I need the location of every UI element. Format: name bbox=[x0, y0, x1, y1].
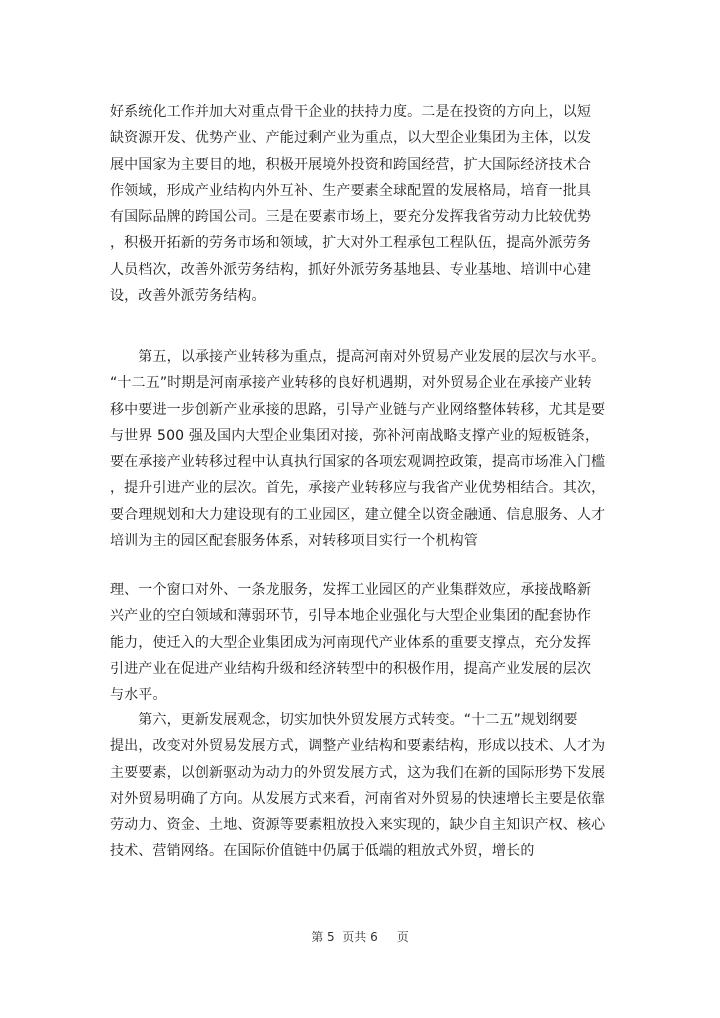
text-line: ，积极开拓新的劳务市场和领域，扩大对外工程承包工程队伍，提高外派劳务 bbox=[110, 235, 592, 252]
text-line: 劳动力、资金、土地、资源等要素粗放投入来实现的，缺少自主知识产权、核心 bbox=[110, 817, 606, 834]
text-line: 与水平。 bbox=[110, 687, 167, 704]
text-line: 展中国家为主要目的地，积极开展境外投资和跨国经营，扩大国际经济技术合 bbox=[110, 156, 592, 173]
text-line: 培训为主的园区配套服务体系，对转移项目实行一个机构管 bbox=[110, 533, 478, 550]
text-line: 缺资源开发、优势产业、产能过剩产业为重点，以大型企业集团为主体，以发 bbox=[110, 130, 592, 147]
text-line: 作领域，形成产业结构内外互补、生产要素全球配置的发展格局，培育一批具 bbox=[110, 182, 592, 199]
text-line: 对外贸易明确了方向。从发展方式来看，河南省对外贸易的快速增长主要是依靠 bbox=[110, 790, 606, 807]
paragraph-2 bbox=[110, 344, 610, 554]
text-line: 能力，使迁入的大型企业集团成为河南现代产业体系的重要支撑点，充分发挥 bbox=[110, 634, 592, 651]
text-line: 要合理规划和大力建设现有的工业园区，建立健全以资金融通、信息服务、人才 bbox=[110, 506, 606, 523]
paragraph-4 bbox=[110, 707, 610, 865]
paragraph-1 bbox=[110, 99, 610, 309]
text-line: 第五，以承接产业转移为重点，提高河南对外贸易产业发展的层次与水平。 bbox=[110, 349, 606, 365]
text-line: ，提升引进产业的层次。首先，承接产业转移应与我省产业优势相结合。其次， bbox=[110, 480, 606, 497]
text-line: 主要要素，以创新驱动为动力的外贸发展方式，这为我们在新的国际形势下发展 bbox=[110, 764, 606, 781]
text-line: 好系统化工作并加大对重点骨干企业的扶持力度。二是在投资的方向上，以短 bbox=[110, 104, 592, 120]
text-line: 理、一个窗口对外、一条龙服务，发挥工业园区的产业集群效应，承接战略新 bbox=[110, 582, 592, 598]
page-number-footer: 第 5 页共 6 页 bbox=[311, 930, 409, 944]
text-line: 移中要进一步创新产业承接的思路，引导产业链与产业网络整体转移，尤其是要 bbox=[110, 401, 606, 418]
text-line: 引进产业在促进产业结构升级和经济转型中的积极作用，提高产业发展的层次 bbox=[110, 660, 592, 677]
text-line: 技术、营销网络。在国际价值链中仍属于低端的粗放式外贸，增长的 bbox=[110, 843, 535, 860]
text-line: 要在承接产业转移过程中认真执行国家的各项宏观调控政策，提高市场准入门槛 bbox=[110, 454, 606, 471]
text-line: 人员档次，改善外派劳务结构，抓好外派劳务基地县、专业基地、培训中心建 bbox=[110, 261, 592, 278]
text-line: 有国际品牌的跨国公司。三是在要素市场上，要充分发挥我省劳动力比较优势 bbox=[110, 209, 592, 226]
text-line: 第六，更新发展观念，切实加快外贸发展方式转变。“十二五”规划纲要 bbox=[110, 712, 578, 728]
text-line: 兴产业的空白领域和薄弱环节，引导本地企业强化与大型企业集团的配套协作 bbox=[110, 608, 592, 625]
text-line: 提出，改变对外贸易发展方式，调整产业结构和要素结构，形成以技术、人才为 bbox=[110, 738, 606, 755]
paragraph-3 bbox=[110, 577, 610, 708]
text-line: “十二五”时期是河南承接产业转移的良好机遇期，对外贸易企业在承接产业转 bbox=[110, 375, 592, 392]
text-line: 与世界 500 强及国内大型企业集团对接，弥补河南战略支撑产业的短板链条， bbox=[110, 427, 600, 444]
text-line: 设，改善外派劳务结构。 bbox=[110, 288, 266, 305]
